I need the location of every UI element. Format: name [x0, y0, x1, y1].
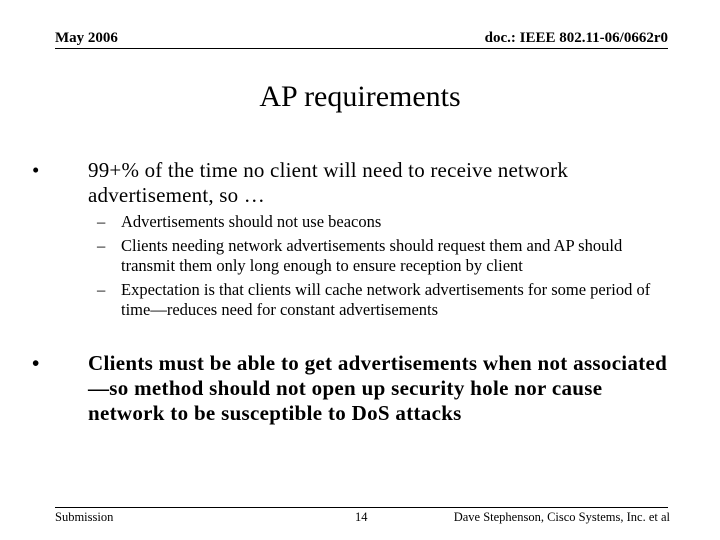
bullet-2: [32, 351, 672, 426]
subitem-3: [97, 280, 667, 321]
footer-page-number: 14: [355, 510, 368, 524]
bullet-2-text: Clients must be able to get advertisements when not associated—so method should not open up security hole nor cause network to be susceptible to DoS attacks: [88, 351, 668, 425]
bullet-1-text: 99+% of the time no client will need to receive network advertisement, so …: [88, 158, 569, 207]
footer-rule: [55, 507, 668, 508]
subitem-3-symbol: –: [97, 279, 106, 299]
subitem-2-symbol: –: [97, 235, 106, 255]
bullet-1: [32, 158, 672, 208]
slide-title: AP requirements: [259, 80, 461, 113]
footer-submission: Submission: [55, 510, 114, 524]
footer-author: Dave Stephenson, Cisco Systems, Inc. et al: [453, 510, 670, 524]
header-date: May 2006: [55, 30, 118, 46]
bullet-1-symbol: •: [32, 158, 40, 182]
subitem-1: [97, 212, 667, 233]
subitem-1-symbol: –: [97, 212, 106, 231]
subitem-2: [97, 236, 667, 277]
header-doc-id: doc.: IEEE 802.11-06/0662r0: [484, 30, 668, 46]
subitem-3-text: Expectation is that clients will cache network advertisements for some period of time—reduces need for constant advertisements: [121, 279, 651, 319]
subitem-2-text: Clients needing network advertisements should request them and AP should transmit them only long enough to ensure reception by client: [121, 235, 623, 275]
subitem-1-text: Advertisements should not use beacons: [121, 212, 382, 231]
header-rule: [55, 48, 668, 49]
bullet-1-subitems: [97, 212, 667, 324]
bullet-2-symbol: •: [32, 351, 40, 375]
